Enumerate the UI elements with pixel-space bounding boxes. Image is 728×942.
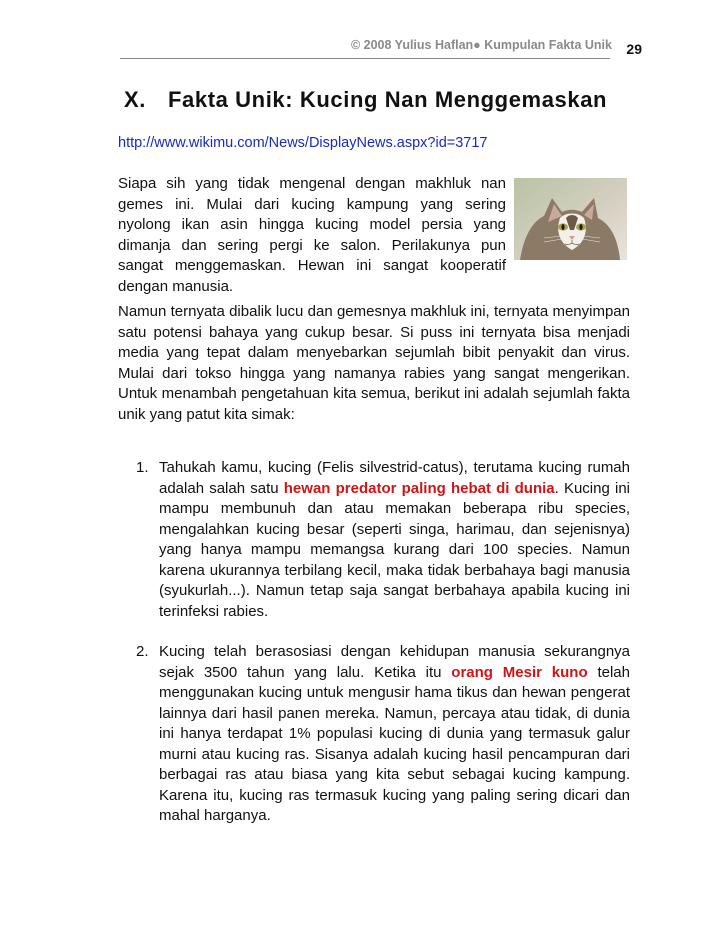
list-item: [136, 642, 630, 827]
list-number: 2.: [136, 643, 149, 660]
highlight-text: hewan predator paling hebat di dunia: [283, 479, 555, 497]
list-text: Tahukah kamu, kucing (Felis silvestrid-catus), terutama kucing rumah adalah salah satu: [159, 459, 630, 497]
chapter-number: X.: [124, 87, 146, 112]
header-text: © 2008 Yulius Haflan● Kumpulan Fakta Unik: [350, 38, 612, 52]
list-text: . Kucing ini mampu membunuh dan atau memakan beberapa ribu species, mengalahkan kucing besar (seperti singa, harimau, dan sejenisnya) yang hanya mampu memangsa kurang dari 100 species. Namun karena ukurannya terbilang kecil, maka tidak berbahaya bagi manusia (syukurlah...). Namun tetap saja sangat berbahaya apabila kucing ini terinfeksi rabies.: [159, 479, 630, 620]
highlight-text: orang Mesir kuno: [451, 663, 588, 681]
chapter-title: [124, 87, 607, 113]
list-item: [136, 458, 630, 622]
page-number: 29: [626, 41, 642, 57]
chapter-title-text: Fakta Unik: Kucing Nan Menggemaskan: [168, 87, 608, 112]
header-rule: [120, 58, 610, 59]
cat-photo: [514, 178, 627, 260]
intro-paragraph: Siapa sih yang tidak mengenal dengan makhluk nan gemes ini. Mulai dari kucing kampung yang sering nyolong ikan asin hingga kucing model persia yang dimanja dan sering pergi ke salon. Perilakunya pun sangat menggemaskan. Hewan ini sangat kooperatif dengan manusia.: [118, 175, 506, 295]
list-number: 1.: [136, 459, 149, 476]
facts-list: [136, 458, 630, 847]
list-text: telah menggunakan kucing untuk mengusir hama tikus dan hewan pengerat lainnya dari hasil panen mereka. Namun, percaya atau tidak, di dunia ini hanya terdapat 1% populasi kucing di dunia yang termasuk galur murni atau kucing ras. Sisanya adalah kucing hasil pencampuran dari berbagai ras atau biasa yang kita sebut sebagai kucing kampung. Karena itu, kucing ras termasuk kucing yang paling sering dicari dan mahal harganya.: [159, 663, 630, 824]
list-text: Kucing telah berasosiasi dengan kehidupan manusia sekurangnya sejak 3500 tahun yang lalu. Ketika itu: [159, 643, 630, 681]
body-paragraph: Namun ternyata dibalik lucu dan gemesnya makhluk ini, ternyata menyimpan satu potensi bahaya yang cukup besar. Si puss ini ternyata bisa menjadi media yang tepat dalam menyebarkan sejumlah bibit penyakit dan virus. Mulai dari tokso hingga yang namanya rabies yang sangat mengerikan. Untuk menambah pengetahuan kita semua, berikut ini adalah sejumlah fakta unik yang patut kita simak:: [118, 303, 630, 423]
source-link[interactable]: http://www.wikimu.com/News/DisplayNews.aspx?id=3717: [118, 135, 488, 151]
